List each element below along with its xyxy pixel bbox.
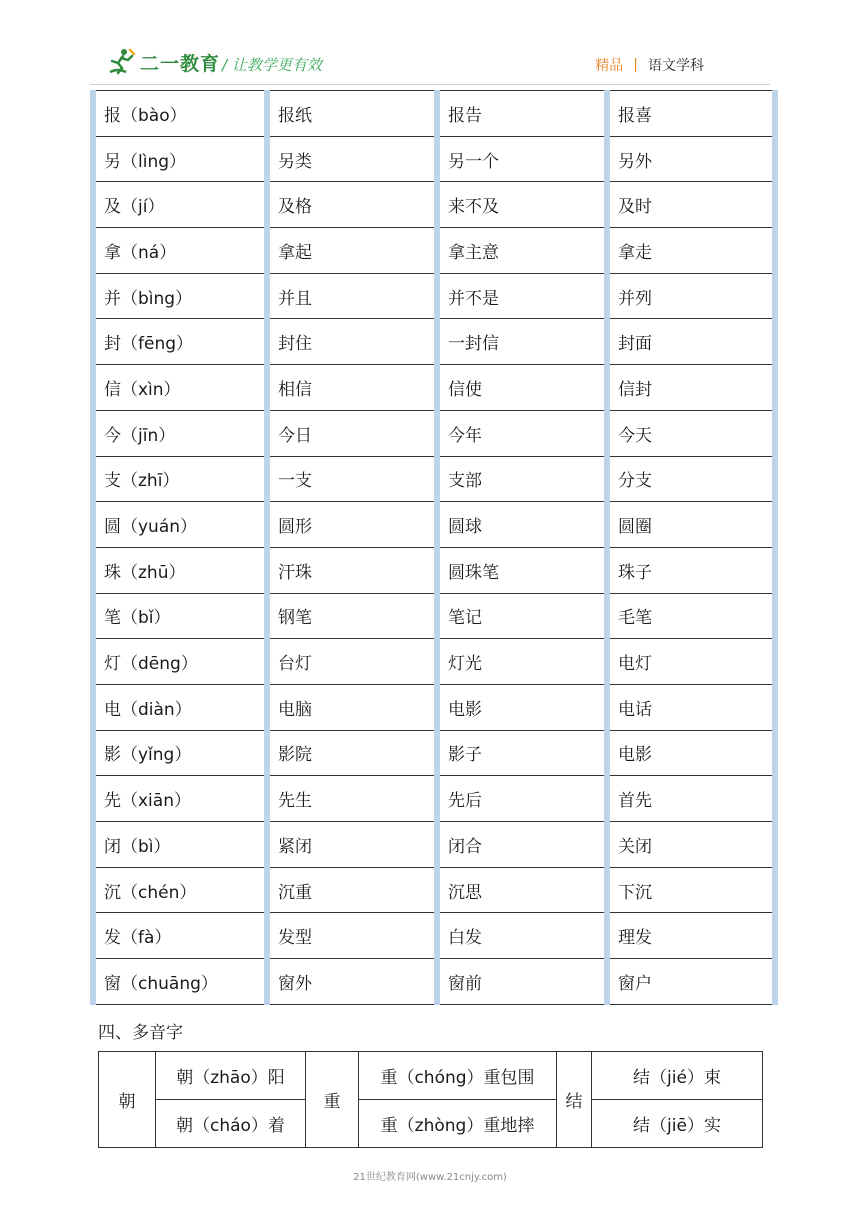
- word-row: [93, 913, 775, 959]
- character-pinyin-cell: 先（xiān）: [93, 776, 267, 822]
- polyphone-row: [99, 1100, 763, 1148]
- polyphone-reading: 重（chóng）重包围: [359, 1052, 557, 1100]
- character-pinyin-cell: 灯（dēng）: [93, 639, 267, 685]
- word-row: [93, 776, 775, 822]
- word-cell: 今年: [437, 410, 607, 456]
- word-cell: 信封: [607, 365, 775, 411]
- header-separator: |: [633, 57, 638, 73]
- word-cell: 窗前: [437, 959, 607, 1005]
- polyphone-char: 结: [557, 1052, 592, 1148]
- word-cell: 灯光: [437, 639, 607, 685]
- word-row: [93, 684, 775, 730]
- word-cell: 台灯: [267, 639, 437, 685]
- word-cell: 理发: [607, 913, 775, 959]
- word-row: [93, 547, 775, 593]
- word-cell: 发型: [267, 913, 437, 959]
- section-title: 四、多音字: [98, 1023, 183, 1043]
- word-cell: 窗户: [607, 959, 775, 1005]
- character-pinyin-cell: 并（bìng）: [93, 273, 267, 319]
- word-cell: 关闭: [607, 822, 775, 868]
- word-cell: 支部: [437, 456, 607, 502]
- word-row: [93, 319, 775, 365]
- word-row: [93, 228, 775, 274]
- word-cell: 圆形: [267, 502, 437, 548]
- word-row: [93, 365, 775, 411]
- word-cell: 先生: [267, 776, 437, 822]
- word-cell: 今日: [267, 410, 437, 456]
- word-cell: 另类: [267, 136, 437, 182]
- word-cell: 封面: [607, 319, 775, 365]
- word-row: [93, 182, 775, 228]
- word-cell: 影院: [267, 730, 437, 776]
- polyphone-reading: 重（zhòng）重地摔: [359, 1100, 557, 1148]
- word-cell: 今天: [607, 410, 775, 456]
- word-row: [93, 410, 775, 456]
- word-cell: 电影: [607, 730, 775, 776]
- word-cell: 电脑: [267, 684, 437, 730]
- character-pinyin-cell: 拿（ná）: [93, 228, 267, 274]
- word-cell: 紧闭: [267, 822, 437, 868]
- character-pinyin-cell: 封（fēng）: [93, 319, 267, 365]
- word-cell: 一支: [267, 456, 437, 502]
- word-cell: 并列: [607, 273, 775, 319]
- character-pinyin-cell: 沉（chén）: [93, 867, 267, 913]
- word-row: [93, 959, 775, 1005]
- word-row: [93, 822, 775, 868]
- character-pinyin-cell: 电（diàn）: [93, 684, 267, 730]
- word-cell: 电灯: [607, 639, 775, 685]
- word-cell: 珠子: [607, 547, 775, 593]
- word-cell: 窗外: [267, 959, 437, 1005]
- character-pinyin-cell: 圆（yuán）: [93, 502, 267, 548]
- polyphone-table: [98, 1051, 763, 1148]
- word-cell: 汗珠: [267, 547, 437, 593]
- word-cell: 相信: [267, 365, 437, 411]
- word-cell: 来不及: [437, 182, 607, 228]
- polyphone-reading: 结（jiē）实: [592, 1100, 763, 1148]
- word-cell: 报告: [437, 91, 607, 137]
- word-row: [93, 91, 775, 137]
- header-divider: [90, 84, 770, 85]
- word-cell: 报喜: [607, 91, 775, 137]
- word-cell: 分支: [607, 456, 775, 502]
- word-cell: 信使: [437, 365, 607, 411]
- character-pinyin-cell: 报（bào）: [93, 91, 267, 137]
- polyphone-reading: 结（jié）束: [592, 1052, 763, 1100]
- word-cell: 拿主意: [437, 228, 607, 274]
- word-row: [93, 136, 775, 182]
- word-cell: 封住: [267, 319, 437, 365]
- character-pinyin-cell: 今（jīn）: [93, 410, 267, 456]
- word-row: [93, 730, 775, 776]
- character-pinyin-cell: 支（zhī）: [93, 456, 267, 502]
- brand-name: 二一教育: [140, 52, 221, 75]
- word-cell: 及格: [267, 182, 437, 228]
- word-cell: 及时: [607, 182, 775, 228]
- word-cell: 报纸: [267, 91, 437, 137]
- word-row: [93, 639, 775, 685]
- word-cell: 首先: [607, 776, 775, 822]
- word-cell: 毛笔: [607, 593, 775, 639]
- word-cell: 拿走: [607, 228, 775, 274]
- word-cell: 闭合: [437, 822, 607, 868]
- subject-label: 语文学科: [648, 58, 704, 74]
- character-pinyin-cell: 闭（bì）: [93, 822, 267, 868]
- character-pinyin-cell: 笔（bǐ）: [93, 593, 267, 639]
- word-cell: 影子: [437, 730, 607, 776]
- word-row: [93, 273, 775, 319]
- word-cell: 电话: [607, 684, 775, 730]
- character-pinyin-cell: 珠（zhū）: [93, 547, 267, 593]
- polyphone-reading: 朝（cháo）着: [156, 1100, 306, 1148]
- polyphone-reading: 朝（zhāo）阳: [156, 1052, 306, 1100]
- word-row: [93, 593, 775, 639]
- header-right: [595, 55, 704, 75]
- word-cell: 拿起: [267, 228, 437, 274]
- word-cell: 并且: [267, 273, 437, 319]
- word-cell: 电影: [437, 684, 607, 730]
- polyphone-row: [99, 1052, 763, 1100]
- character-pinyin-cell: 影（yǐng）: [93, 730, 267, 776]
- brand-logo: [104, 46, 220, 78]
- word-cell: 一封信: [437, 319, 607, 365]
- premium-label: 精品: [595, 58, 624, 74]
- word-cell: 沉思: [437, 867, 607, 913]
- word-row: [93, 456, 775, 502]
- word-row: [93, 502, 775, 548]
- character-pinyin-cell: 发（fà）: [93, 913, 267, 959]
- word-cell: 另一个: [437, 136, 607, 182]
- polyphone-char: 朝: [99, 1052, 156, 1148]
- word-cell: 圆球: [437, 502, 607, 548]
- word-cell: 圆圈: [607, 502, 775, 548]
- character-pinyin-cell: 窗（chuāng）: [93, 959, 267, 1005]
- word-cell: 下沉: [607, 867, 775, 913]
- word-cell: 并不是: [437, 273, 607, 319]
- word-cell: 笔记: [437, 593, 607, 639]
- word-table: [90, 90, 778, 1005]
- word-cell: 先后: [437, 776, 607, 822]
- polyphone-char: 重: [306, 1052, 359, 1148]
- word-cell: 另外: [607, 136, 775, 182]
- page-header: [0, 0, 860, 90]
- word-cell: 白发: [437, 913, 607, 959]
- slogan: / 让教学更有效: [222, 56, 322, 74]
- word-row: [93, 867, 775, 913]
- runner-logo-icon: [104, 46, 138, 78]
- page-footer: 21世纪教育网(www.21cnjy.com): [353, 1172, 507, 1183]
- word-cell: 钢笔: [267, 593, 437, 639]
- character-pinyin-cell: 另（lìng）: [93, 136, 267, 182]
- character-pinyin-cell: 及（jí）: [93, 182, 267, 228]
- character-pinyin-cell: 信（xìn）: [93, 365, 267, 411]
- word-cell: 圆珠笔: [437, 547, 607, 593]
- word-cell: 沉重: [267, 867, 437, 913]
